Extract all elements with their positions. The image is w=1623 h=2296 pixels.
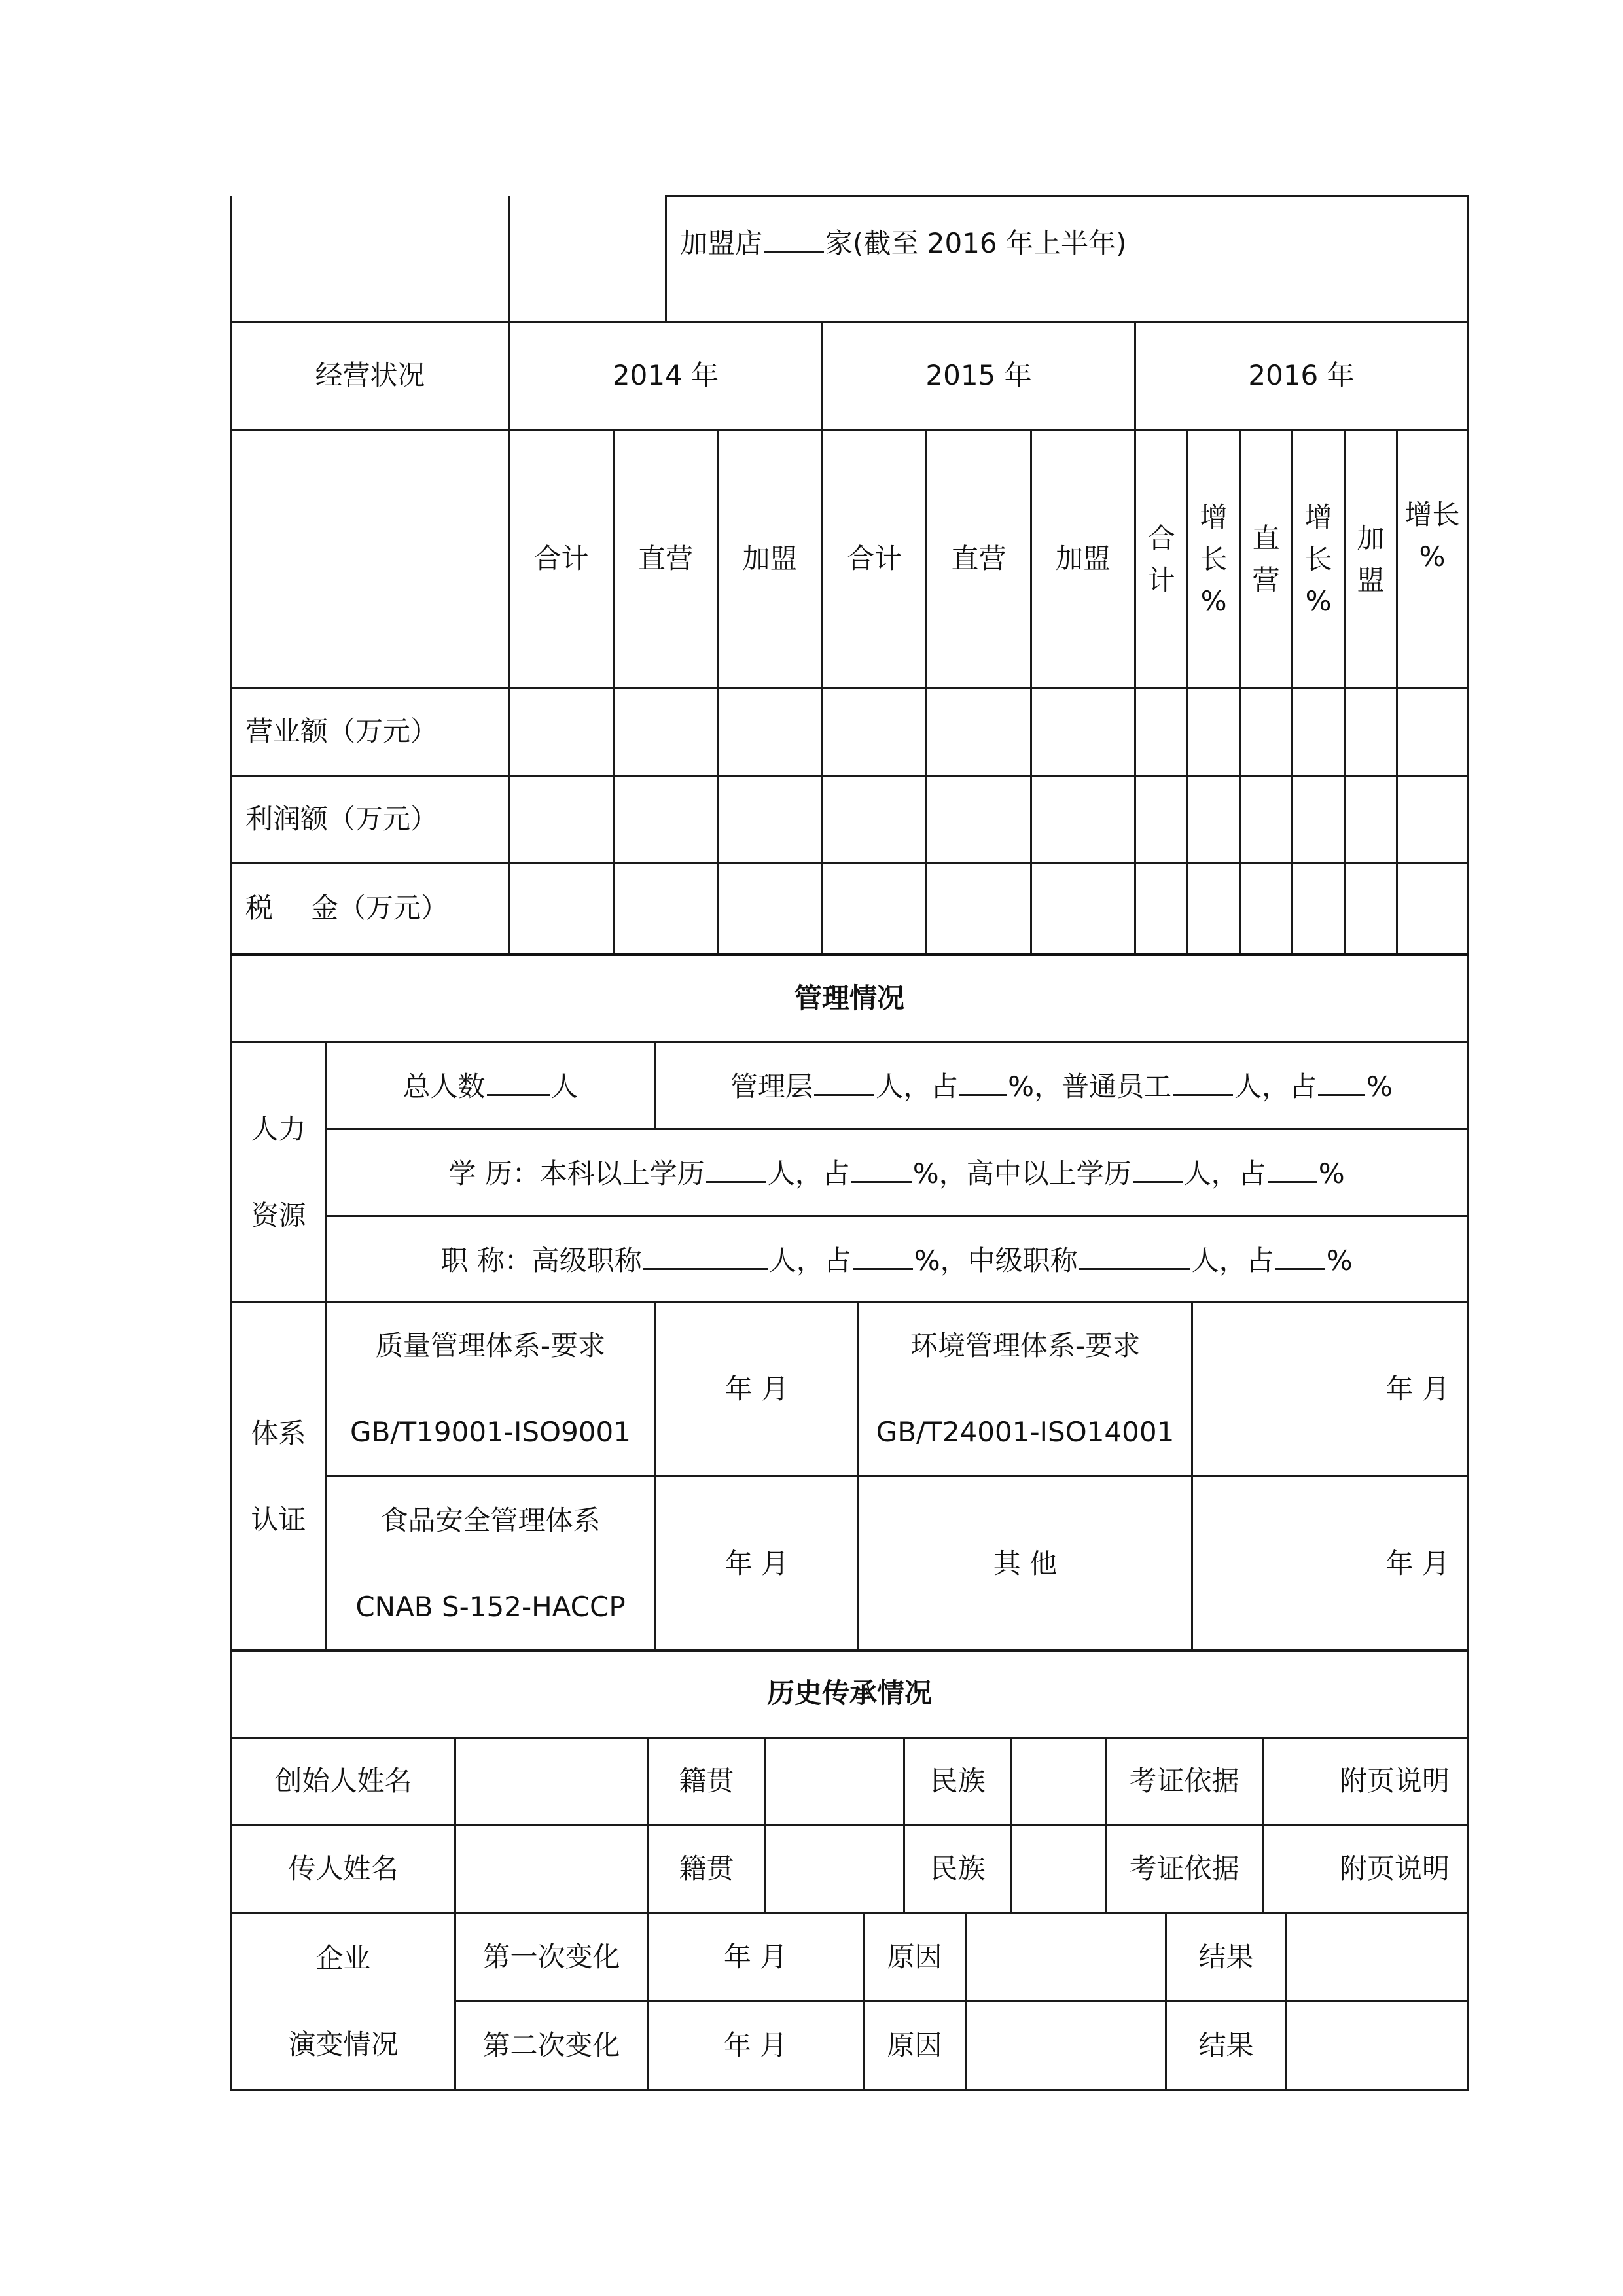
first-change-reason-field[interactable] bbox=[966, 1913, 1166, 2002]
header-growth-2016-b: 增 长 % bbox=[1293, 431, 1345, 688]
education-cell: 学 历：本科以上学历 人，占 %，高中以上学历 人，占 % bbox=[326, 1129, 1468, 1216]
franchise-count-cell bbox=[666, 196, 1468, 322]
founder-name-field[interactable] bbox=[455, 1738, 648, 1826]
second-change-date[interactable]: 年 月 bbox=[648, 2002, 864, 2090]
food-safety-system-cell: 食品安全管理体系 CNAB S-152-HACCP bbox=[326, 1477, 656, 1651]
header-growth-2016-a: 增 长 % bbox=[1188, 431, 1240, 688]
certification-label: 体系 认证 bbox=[232, 1302, 326, 1651]
profit-label: 利润额（万元） bbox=[232, 776, 509, 864]
operations-label: 经营状况 bbox=[232, 322, 509, 431]
table-row bbox=[232, 1913, 1468, 2002]
first-change-result-label: 结果 bbox=[1166, 1913, 1287, 2002]
header-total-2015: 合计 bbox=[823, 431, 927, 688]
other-date-cell[interactable]: 年 月 bbox=[1192, 1477, 1468, 1651]
heir-name-label: 传人姓名 bbox=[232, 1826, 455, 1913]
founder-evidence-label: 考证依据 bbox=[1106, 1738, 1263, 1826]
franchise-continuation-block bbox=[230, 195, 1469, 323]
franchise-suffix: 家(截至 2016 年上半年) bbox=[825, 227, 1127, 260]
franchise-prefix: 加盟店 bbox=[680, 227, 763, 260]
first-change-date[interactable]: 年 月 bbox=[648, 1913, 864, 2002]
header-franchise-2015: 加盟 bbox=[1031, 431, 1135, 688]
heir-origin-field[interactable] bbox=[766, 1826, 904, 1913]
table-row bbox=[232, 864, 1468, 954]
heir-appendix-note: 附页说明 bbox=[1263, 1826, 1468, 1913]
year-2015: 2015 年 bbox=[823, 322, 1135, 431]
evolution-table bbox=[230, 1912, 1469, 2091]
header-direct-2015: 直营 bbox=[927, 431, 1031, 688]
header-growth-2016-c: 增长 % bbox=[1397, 431, 1468, 688]
quality-system-cell: 质量管理体系-要求 GB/T19001-ISO9001 bbox=[326, 1302, 656, 1477]
founder-name-label: 创始人姓名 bbox=[232, 1738, 455, 1826]
founder-origin-field[interactable] bbox=[766, 1738, 904, 1826]
table-row bbox=[232, 1826, 1468, 1913]
heir-ethnicity-field[interactable] bbox=[1012, 1826, 1106, 1913]
second-change-result-field[interactable] bbox=[1287, 2002, 1468, 2090]
second-change-reason-field[interactable] bbox=[966, 2002, 1166, 2090]
year-2014: 2014 年 bbox=[509, 322, 823, 431]
operations-table bbox=[230, 321, 1469, 955]
staff-breakdown-cell: 管理层 人，占 %，普通员工 人，占 % bbox=[656, 1042, 1468, 1129]
header-direct-2014: 直营 bbox=[614, 431, 718, 688]
tax-label: 税 金（万元） bbox=[232, 864, 509, 954]
table-row bbox=[232, 1738, 1468, 1826]
header-franchise-2016: 加 盟 bbox=[1345, 431, 1397, 688]
food-safety-date-cell[interactable]: 年 月 bbox=[656, 1477, 859, 1651]
second-change-reason-label: 原因 bbox=[864, 2002, 966, 2090]
quality-date-cell[interactable]: 年 月 bbox=[656, 1302, 859, 1477]
header-total-2016: 合 计 bbox=[1135, 431, 1188, 688]
empty-label-cell bbox=[232, 196, 509, 322]
heir-name-field[interactable] bbox=[455, 1826, 648, 1913]
first-change-result-field[interactable] bbox=[1287, 1913, 1468, 2002]
founder-ethnicity-label: 民族 bbox=[904, 1738, 1012, 1826]
environment-system-cell: 环境管理体系-要求 GB/T24001-ISO14001 bbox=[859, 1302, 1192, 1477]
header-franchise-2014: 加盟 bbox=[718, 431, 823, 688]
empty-cell bbox=[232, 431, 509, 688]
year-2016: 2016 年 bbox=[1135, 322, 1468, 431]
table-row bbox=[232, 776, 1468, 864]
franchise-count-blank[interactable] bbox=[764, 222, 824, 253]
first-change-label: 第一次变化 bbox=[455, 1913, 648, 2002]
heir-evidence-label: 考证依据 bbox=[1106, 1826, 1263, 1913]
founder-ethnicity-field[interactable] bbox=[1012, 1738, 1106, 1826]
header-direct-2016: 直 营 bbox=[1240, 431, 1293, 688]
environment-date-cell[interactable]: 年 月 bbox=[1192, 1302, 1468, 1477]
empty-cell bbox=[509, 196, 666, 322]
history-title: 历史传承情况 bbox=[232, 1650, 1468, 1738]
revenue-label: 营业额（万元） bbox=[232, 688, 509, 776]
table-row bbox=[232, 688, 1468, 776]
total-headcount-cell: 总人数 人 bbox=[326, 1042, 656, 1129]
founder-origin-label: 籍贯 bbox=[648, 1738, 766, 1826]
management-title: 管理情况 bbox=[232, 955, 1468, 1042]
history-table bbox=[230, 1649, 1469, 1914]
other-system-cell: 其 他 bbox=[859, 1477, 1192, 1651]
heir-ethnicity-label: 民族 bbox=[904, 1826, 1012, 1913]
management-table bbox=[230, 953, 1469, 1303]
job-title-cell: 职 称：高级职称 人，占 %，中级职称 人，占 % bbox=[326, 1216, 1468, 1303]
certification-table bbox=[230, 1301, 1469, 1652]
evolution-label: 企业 演变情况 bbox=[232, 1913, 455, 2090]
founder-appendix-note: 附页说明 bbox=[1263, 1738, 1468, 1826]
header-total-2014: 合计 bbox=[509, 431, 614, 688]
second-change-result-label: 结果 bbox=[1166, 2002, 1287, 2090]
second-change-label: 第二次变化 bbox=[455, 2002, 648, 2090]
hr-label: 人力 资源 bbox=[232, 1042, 326, 1303]
first-change-reason-label: 原因 bbox=[864, 1913, 966, 2002]
heir-origin-label: 籍贯 bbox=[648, 1826, 766, 1913]
